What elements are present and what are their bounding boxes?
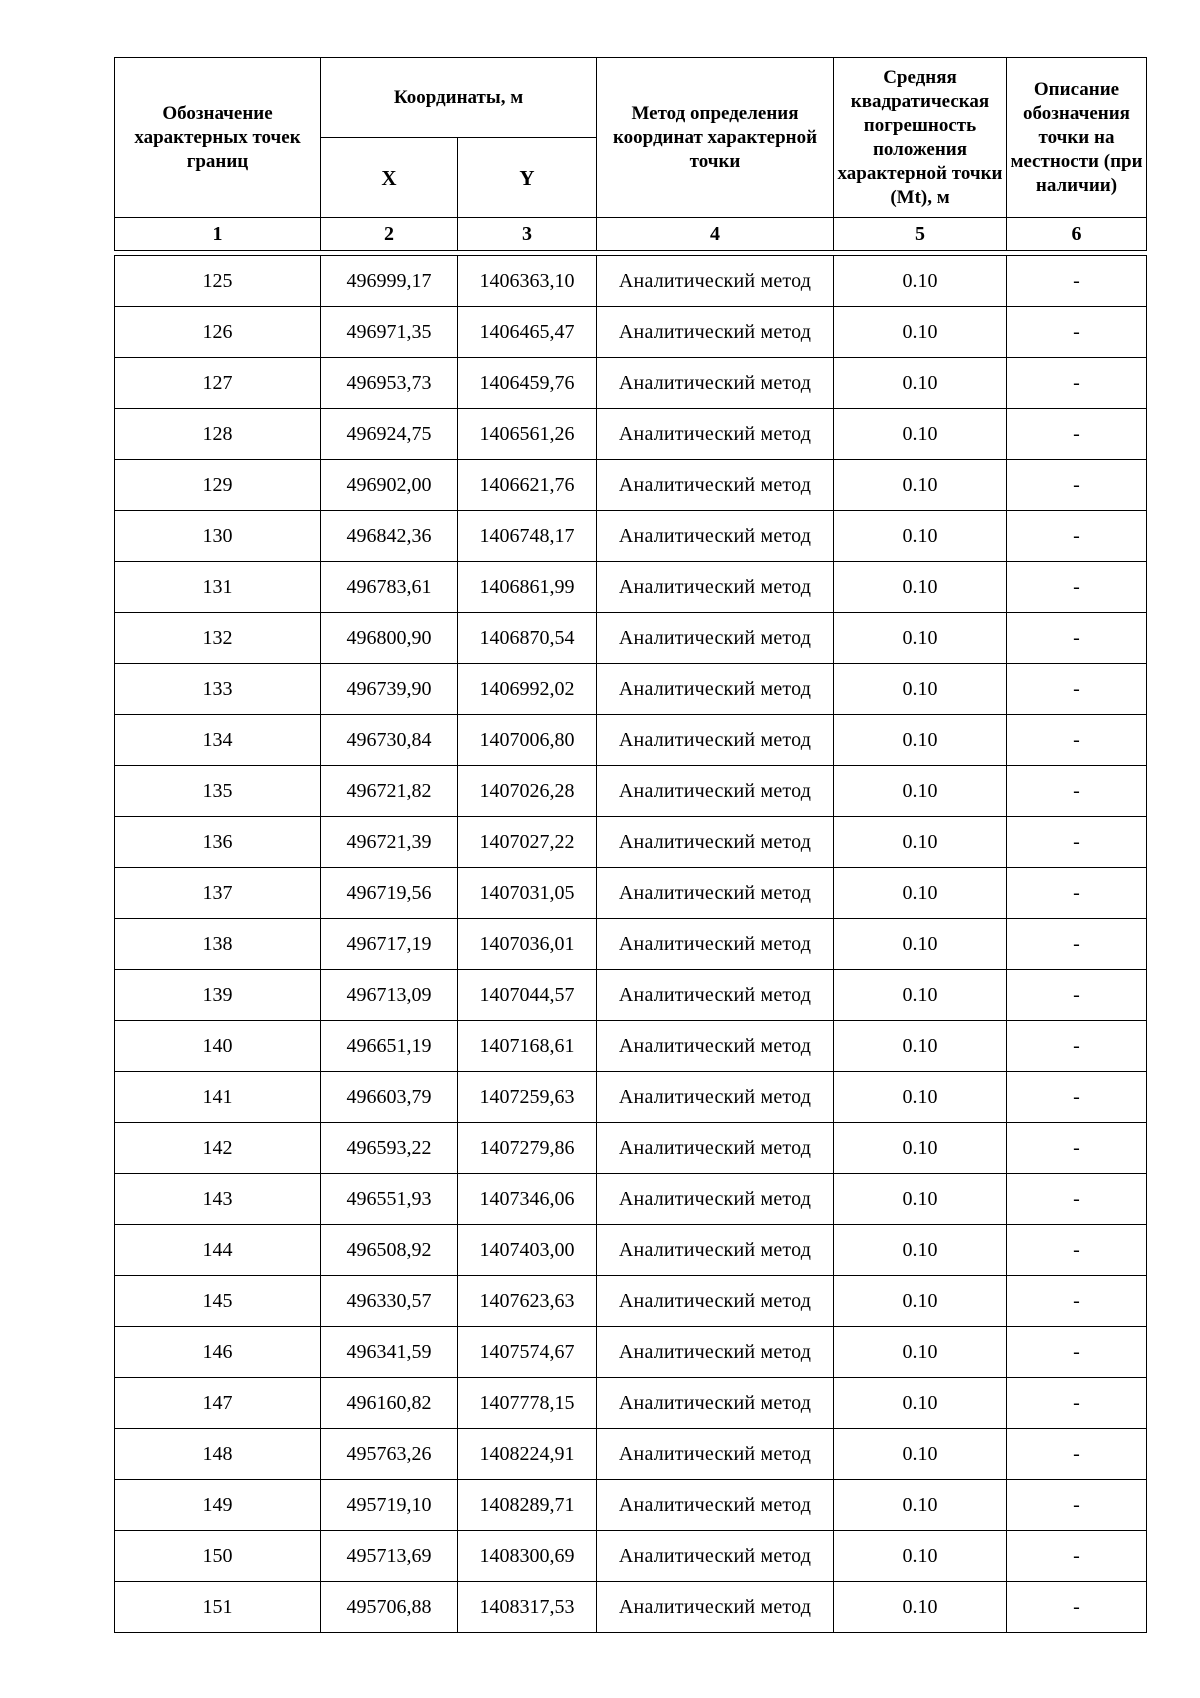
cell-y-coordinate: 1406363,10	[458, 256, 597, 307]
header-number-1: 1	[115, 218, 321, 251]
cell-y-coordinate: 1407574,67	[458, 1327, 597, 1378]
cell-x-coordinate: 496593,22	[321, 1123, 458, 1174]
header-number-3: 3	[458, 218, 597, 251]
cell-point-number: 144	[115, 1225, 321, 1276]
header-point-description: Описание обозначения точки на местности (при наличии)	[1007, 58, 1147, 218]
cell-x-coordinate: 496651,19	[321, 1021, 458, 1072]
cell-y-coordinate: 1407168,61	[458, 1021, 597, 1072]
header-y: Y	[458, 138, 597, 218]
cell-y-coordinate: 1408224,91	[458, 1429, 597, 1480]
cell-mean-square-error: 0.10	[834, 511, 1007, 562]
cell-x-coordinate: 496508,92	[321, 1225, 458, 1276]
header-point-designation: Обозначение характерных точек границ	[115, 58, 321, 218]
table-row	[115, 613, 1147, 664]
cell-mean-square-error: 0.10	[834, 664, 1007, 715]
header-number-6: 6	[1007, 218, 1147, 251]
coordinates-table-body	[114, 255, 1147, 1633]
cell-point-number: 138	[115, 919, 321, 970]
cell-point-description: -	[1007, 715, 1147, 766]
cell-x-coordinate: 496719,56	[321, 868, 458, 919]
cell-y-coordinate: 1407027,22	[458, 817, 597, 868]
cell-mean-square-error: 0.10	[834, 1429, 1007, 1480]
cell-method: Аналитический метод	[597, 511, 834, 562]
cell-x-coordinate: 496739,90	[321, 664, 458, 715]
cell-point-description: -	[1007, 511, 1147, 562]
cell-point-description: -	[1007, 256, 1147, 307]
cell-point-number: 128	[115, 409, 321, 460]
cell-point-number: 135	[115, 766, 321, 817]
cell-method: Аналитический метод	[597, 664, 834, 715]
cell-method: Аналитический метод	[597, 1174, 834, 1225]
table-row	[115, 1174, 1147, 1225]
cell-point-number: 143	[115, 1174, 321, 1225]
cell-x-coordinate: 496783,61	[321, 562, 458, 613]
cell-method: Аналитический метод	[597, 766, 834, 817]
cell-point-number: 133	[115, 664, 321, 715]
cell-point-description: -	[1007, 1072, 1147, 1123]
cell-point-description: -	[1007, 1582, 1147, 1633]
cell-x-coordinate: 496842,36	[321, 511, 458, 562]
cell-point-number: 132	[115, 613, 321, 664]
cell-method: Аналитический метод	[597, 307, 834, 358]
cell-point-description: -	[1007, 1480, 1147, 1531]
cell-y-coordinate: 1407279,86	[458, 1123, 597, 1174]
cell-method: Аналитический метод	[597, 562, 834, 613]
table-row	[115, 1480, 1147, 1531]
cell-x-coordinate: 496999,17	[321, 256, 458, 307]
table-row	[115, 1327, 1147, 1378]
cell-point-description: -	[1007, 1378, 1147, 1429]
cell-point-description: -	[1007, 613, 1147, 664]
table-row	[115, 1123, 1147, 1174]
table-row	[115, 460, 1147, 511]
cell-method: Аналитический метод	[597, 1276, 834, 1327]
table-row	[115, 1378, 1147, 1429]
header-mean-square-error: Средняя квадратическая погрешность положения характерной точки (Mt), м	[834, 58, 1007, 218]
cell-y-coordinate: 1407044,57	[458, 970, 597, 1021]
coordinates-table-header	[114, 57, 1147, 251]
cell-point-number: 146	[115, 1327, 321, 1378]
cell-point-number: 127	[115, 358, 321, 409]
cell-point-number: 142	[115, 1123, 321, 1174]
cell-y-coordinate: 1407026,28	[458, 766, 597, 817]
cell-mean-square-error: 0.10	[834, 409, 1007, 460]
cell-mean-square-error: 0.10	[834, 970, 1007, 1021]
table-row	[115, 1582, 1147, 1633]
cell-method: Аналитический метод	[597, 409, 834, 460]
cell-point-description: -	[1007, 1021, 1147, 1072]
cell-mean-square-error: 0.10	[834, 766, 1007, 817]
cell-x-coordinate: 496551,93	[321, 1174, 458, 1225]
cell-method: Аналитический метод	[597, 1021, 834, 1072]
table-row	[115, 766, 1147, 817]
table-row	[115, 1072, 1147, 1123]
header-coordinates-group: Координаты, м	[321, 58, 597, 138]
cell-method: Аналитический метод	[597, 1378, 834, 1429]
cell-point-description: -	[1007, 409, 1147, 460]
cell-method: Аналитический метод	[597, 1582, 834, 1633]
cell-method: Аналитический метод	[597, 1480, 834, 1531]
cell-y-coordinate: 1406465,47	[458, 307, 597, 358]
cell-point-number: 147	[115, 1378, 321, 1429]
table-row	[115, 1021, 1147, 1072]
cell-method: Аналитический метод	[597, 919, 834, 970]
cell-point-description: -	[1007, 919, 1147, 970]
cell-point-description: -	[1007, 460, 1147, 511]
cell-x-coordinate: 496800,90	[321, 613, 458, 664]
cell-x-coordinate: 496721,82	[321, 766, 458, 817]
cell-method: Аналитический метод	[597, 1123, 834, 1174]
cell-point-number: 136	[115, 817, 321, 868]
cell-x-coordinate: 496603,79	[321, 1072, 458, 1123]
table-row	[115, 562, 1147, 613]
cell-y-coordinate: 1406861,99	[458, 562, 597, 613]
cell-mean-square-error: 0.10	[834, 1072, 1007, 1123]
cell-method: Аналитический метод	[597, 970, 834, 1021]
header-method: Метод определения координат характерной точки	[597, 58, 834, 218]
cell-x-coordinate: 496730,84	[321, 715, 458, 766]
cell-mean-square-error: 0.10	[834, 1021, 1007, 1072]
cell-y-coordinate: 1406870,54	[458, 613, 597, 664]
cell-x-coordinate: 495763,26	[321, 1429, 458, 1480]
table-row	[115, 1276, 1147, 1327]
cell-point-description: -	[1007, 1225, 1147, 1276]
header-x: X	[321, 138, 458, 218]
table-row	[115, 358, 1147, 409]
cell-y-coordinate: 1406561,26	[458, 409, 597, 460]
cell-point-number: 150	[115, 1531, 321, 1582]
cell-point-number: 129	[115, 460, 321, 511]
table-row	[115, 715, 1147, 766]
cell-point-description: -	[1007, 766, 1147, 817]
cell-x-coordinate: 495719,10	[321, 1480, 458, 1531]
cell-y-coordinate: 1408300,69	[458, 1531, 597, 1582]
cell-point-number: 125	[115, 256, 321, 307]
cell-mean-square-error: 0.10	[834, 307, 1007, 358]
cell-x-coordinate: 496717,19	[321, 919, 458, 970]
cell-point-description: -	[1007, 1327, 1147, 1378]
table-row	[115, 307, 1147, 358]
cell-mean-square-error: 0.10	[834, 1225, 1007, 1276]
table-row	[115, 409, 1147, 460]
cell-point-description: -	[1007, 970, 1147, 1021]
table-row	[115, 1429, 1147, 1480]
cell-y-coordinate: 1406621,76	[458, 460, 597, 511]
cell-point-description: -	[1007, 1123, 1147, 1174]
cell-point-number: 126	[115, 307, 321, 358]
cell-x-coordinate: 496971,35	[321, 307, 458, 358]
table-row	[115, 1225, 1147, 1276]
cell-method: Аналитический метод	[597, 715, 834, 766]
table-row	[115, 1531, 1147, 1582]
cell-mean-square-error: 0.10	[834, 613, 1007, 664]
cell-x-coordinate: 496341,59	[321, 1327, 458, 1378]
cell-x-coordinate: 496924,75	[321, 409, 458, 460]
cell-point-number: 145	[115, 1276, 321, 1327]
header-number-5: 5	[834, 218, 1007, 251]
header-number-2: 2	[321, 218, 458, 251]
cell-method: Аналитический метод	[597, 1429, 834, 1480]
cell-point-description: -	[1007, 1429, 1147, 1480]
cell-y-coordinate: 1407403,00	[458, 1225, 597, 1276]
cell-point-description: -	[1007, 817, 1147, 868]
cell-point-description: -	[1007, 358, 1147, 409]
cell-y-coordinate: 1408289,71	[458, 1480, 597, 1531]
cell-y-coordinate: 1407623,63	[458, 1276, 597, 1327]
cell-method: Аналитический метод	[597, 1327, 834, 1378]
cell-x-coordinate: 495706,88	[321, 1582, 458, 1633]
table-row	[115, 868, 1147, 919]
cell-point-number: 139	[115, 970, 321, 1021]
cell-mean-square-error: 0.10	[834, 1531, 1007, 1582]
cell-mean-square-error: 0.10	[834, 919, 1007, 970]
cell-point-number: 134	[115, 715, 321, 766]
cell-mean-square-error: 0.10	[834, 868, 1007, 919]
cell-point-description: -	[1007, 1531, 1147, 1582]
cell-point-description: -	[1007, 1276, 1147, 1327]
cell-point-number: 131	[115, 562, 321, 613]
cell-x-coordinate: 496713,09	[321, 970, 458, 1021]
table-row	[115, 256, 1147, 307]
cell-method: Аналитический метод	[597, 1531, 834, 1582]
cell-y-coordinate: 1406992,02	[458, 664, 597, 715]
cell-point-number: 151	[115, 1582, 321, 1633]
cell-point-description: -	[1007, 1174, 1147, 1225]
cell-point-number: 130	[115, 511, 321, 562]
cell-point-description: -	[1007, 562, 1147, 613]
table-row	[115, 970, 1147, 1021]
cell-mean-square-error: 0.10	[834, 817, 1007, 868]
cell-y-coordinate: 1407778,15	[458, 1378, 597, 1429]
cell-point-description: -	[1007, 307, 1147, 358]
cell-mean-square-error: 0.10	[834, 1327, 1007, 1378]
cell-method: Аналитический метод	[597, 1072, 834, 1123]
cell-point-number: 149	[115, 1480, 321, 1531]
cell-mean-square-error: 0.10	[834, 358, 1007, 409]
cell-point-number: 137	[115, 868, 321, 919]
cell-point-description: -	[1007, 868, 1147, 919]
cell-y-coordinate: 1407259,63	[458, 1072, 597, 1123]
cell-mean-square-error: 0.10	[834, 1378, 1007, 1429]
cell-point-number: 148	[115, 1429, 321, 1480]
cell-mean-square-error: 0.10	[834, 460, 1007, 511]
cell-x-coordinate: 496902,00	[321, 460, 458, 511]
cell-y-coordinate: 1407346,06	[458, 1174, 597, 1225]
cell-x-coordinate: 496330,57	[321, 1276, 458, 1327]
cell-method: Аналитический метод	[597, 358, 834, 409]
header-number-4: 4	[597, 218, 834, 251]
cell-method: Аналитический метод	[597, 868, 834, 919]
cell-y-coordinate: 1407031,05	[458, 868, 597, 919]
cell-x-coordinate: 496721,39	[321, 817, 458, 868]
cell-y-coordinate: 1406459,76	[458, 358, 597, 409]
cell-mean-square-error: 0.10	[834, 562, 1007, 613]
cell-x-coordinate: 495713,69	[321, 1531, 458, 1582]
cell-x-coordinate: 496953,73	[321, 358, 458, 409]
cell-point-description: -	[1007, 664, 1147, 715]
cell-method: Аналитический метод	[597, 256, 834, 307]
cell-point-number: 141	[115, 1072, 321, 1123]
cell-method: Аналитический метод	[597, 613, 834, 664]
cell-x-coordinate: 496160,82	[321, 1378, 458, 1429]
cell-y-coordinate: 1407036,01	[458, 919, 597, 970]
cell-method: Аналитический метод	[597, 817, 834, 868]
cell-y-coordinate: 1408317,53	[458, 1582, 597, 1633]
cell-method: Аналитический метод	[597, 1225, 834, 1276]
cell-mean-square-error: 0.10	[834, 1174, 1007, 1225]
cell-method: Аналитический метод	[597, 460, 834, 511]
cell-mean-square-error: 0.10	[834, 1276, 1007, 1327]
table-row	[115, 919, 1147, 970]
table-row	[115, 817, 1147, 868]
cell-mean-square-error: 0.10	[834, 1480, 1007, 1531]
cell-point-number: 140	[115, 1021, 321, 1072]
cell-mean-square-error: 0.10	[834, 256, 1007, 307]
cell-mean-square-error: 0.10	[834, 1123, 1007, 1174]
cell-y-coordinate: 1406748,17	[458, 511, 597, 562]
cell-y-coordinate: 1407006,80	[458, 715, 597, 766]
table-row	[115, 511, 1147, 562]
table-row	[115, 664, 1147, 715]
cell-mean-square-error: 0.10	[834, 1582, 1007, 1633]
cell-mean-square-error: 0.10	[834, 715, 1007, 766]
